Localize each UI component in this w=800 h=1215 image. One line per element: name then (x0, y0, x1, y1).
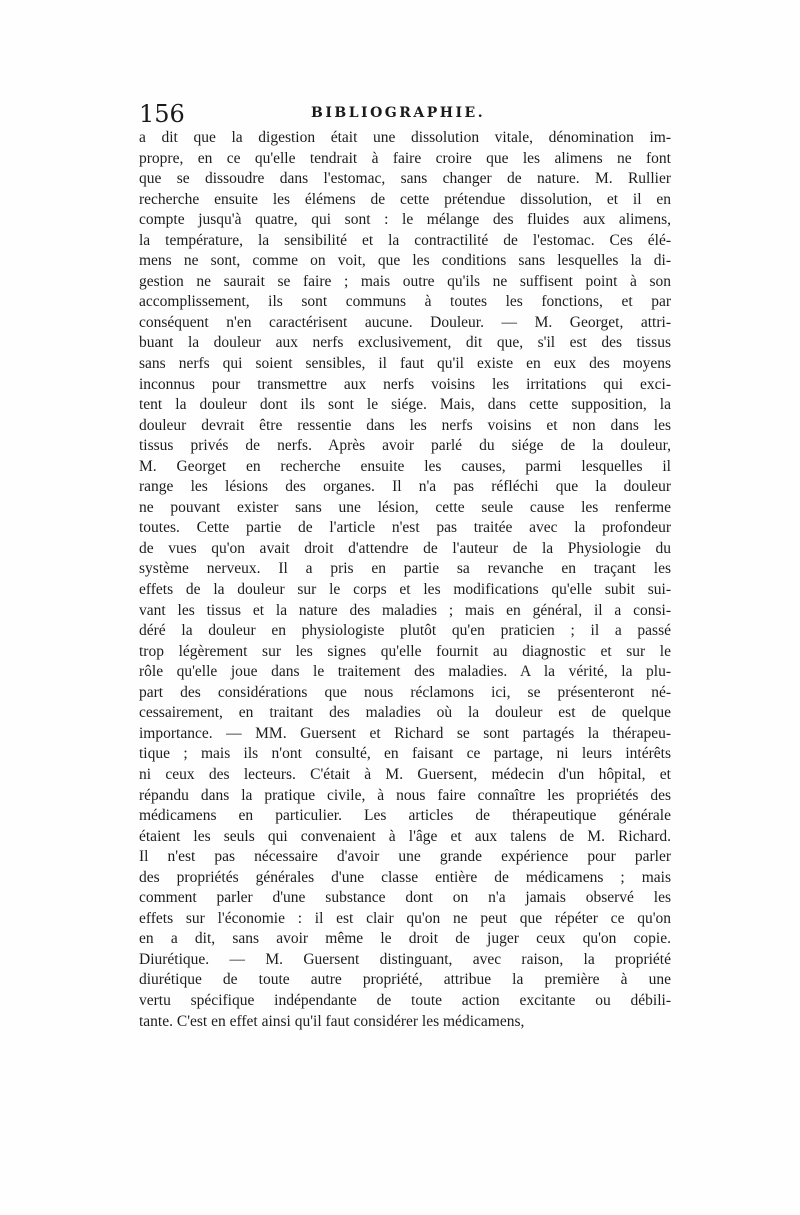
text-line: rôle qu'elle joue dans le traitement des maladies. A la vérité, la plu- (139, 663, 671, 681)
text-line: tante. C'est en effet ainsi qu'il faut considérer les médicamens, (139, 1012, 525, 1030)
text-line: effets de la douleur sur le corps et les modifications qu'elle subit sui- (139, 581, 671, 599)
text-line: vant les tissus et la nature des maladies ; mais en général, il a consi- (139, 601, 671, 619)
text-line: médicamens en particulier. Les articles de thérapeutique générale (139, 807, 671, 825)
text-line: effets sur l'économie : il est clair qu'on ne peut que répéter ce qu'on (139, 909, 671, 927)
text-line: que se dissoudre dans l'estomac, sans changer de nature. M. Rullier (139, 170, 671, 188)
text-line: tique ; mais ils n'ont consulté, en faisant ce partage, ni leurs intérêts (139, 745, 671, 763)
body-text (139, 128, 671, 1032)
page-header (139, 100, 669, 130)
text-line: Diurétique. — M. Guersent distinguant, avec raison, la propriété (139, 950, 671, 968)
text-line: système nerveux. Il a pris en partie sa revanche en traçant les (139, 560, 671, 578)
text-line: vertu spécifique indépendante de toute action excitante ou débili- (139, 991, 671, 1009)
text-line: des propriétés générales d'une classe entière de médicamens ; mais (139, 868, 671, 886)
text-line: comment parler d'une substance dont on n'a jamais observé les (139, 889, 671, 907)
text-line: compte jusqu'à quatre, qui sont : le mélange des fluides aux alimens, (139, 211, 671, 229)
text-line: trop légèrement sur les signes qu'elle fournit au diagnostic et sur le (139, 642, 671, 660)
text-line: conséquent n'en caractérisent aucune. Douleur. — M. Georget, attri- (139, 313, 671, 331)
text-line: M. Georget en recherche ensuite les causes, parmi lesquelles il (139, 457, 671, 475)
text-line: part des considérations que nous réclamons ici, se présenteront né- (139, 683, 671, 701)
text-line: ni ceux des lecteurs. C'était à M. Guersent, médecin d'un hôpital, et (139, 765, 671, 783)
text-line: la température, la sensibilité et la contractilité de l'estomac. Ces élé- (139, 231, 671, 249)
text-line: propre, en ce qu'elle tendrait à faire croire que les alimens ne font (139, 149, 671, 167)
text-line: de vues qu'on avait droit d'attendre de l'auteur de la Physiologie du (139, 539, 671, 557)
text-line: étaient les seuls qui convenaient à l'âge et aux talens de M. Richard. (139, 827, 671, 845)
text-line: tent la douleur dont ils sont le siége. Mais, dans cette supposition, la (139, 396, 671, 414)
text-line: répandu dans la pratique civile, à nous faire connaître les propriétés des (139, 786, 671, 804)
text-line: importance. — MM. Guersent et Richard se sont partagés la thérapeu- (139, 724, 671, 742)
text-line: cessairement, en traitant des maladies où la douleur est de quelque (139, 704, 671, 722)
text-line: diurétique de toute autre propriété, attribue la première à une (139, 971, 671, 989)
text-line: Il n'est pas nécessaire d'avoir une grande expérience pour parler (139, 848, 671, 866)
text-line: déré la douleur en physiologiste plutôt qu'en praticien ; il a passé (139, 622, 671, 640)
text-line: range les lésions des organes. Il n'a pas réfléchi que la douleur (139, 478, 671, 496)
text-line: douleur devrait être ressentie dans les nerfs voisins et non dans les (139, 416, 671, 434)
text-line: tissus privés de nerfs. Après avoir parlé du siége de la douleur, (139, 437, 671, 455)
text-line: en a dit, sans avoir même le droit de juger ceux qu'on copie. (139, 930, 671, 948)
text-line: gestion ne saurait se faire ; mais outre qu'ils ne suffisent point à son (139, 272, 671, 290)
text-line: toutes. Cette partie de l'article n'est pas traitée avec la profondeur (139, 519, 671, 537)
page-number: 156 (139, 100, 185, 128)
text-line: a dit que la digestion était une dissolution vitale, dénomination im- (139, 129, 671, 146)
running-title: BIBLIOGRAPHIE. (311, 105, 486, 121)
text-line: mens ne sont, comme on voit, que les conditions sans lesquelles la di- (139, 252, 671, 270)
text-line: sans nerfs qui soient sensibles, il faut qu'il existe en eux des moyens (139, 355, 671, 373)
text-line: inconnus pour transmettre aux nerfs voisins les irritations qui exci- (139, 375, 671, 393)
text-line: buant la douleur aux nerfs exclusivement, dit que, s'il est des tissus (139, 334, 671, 352)
text-line: accomplissement, ils sont communs à toutes les fonctions, et par (139, 293, 671, 311)
text-line: ne pouvant exister sans une lésion, cette seule cause les renferme (139, 498, 671, 516)
text-line: recherche ensuite les élémens de cette prétendue dissolution, et il en (139, 190, 671, 208)
